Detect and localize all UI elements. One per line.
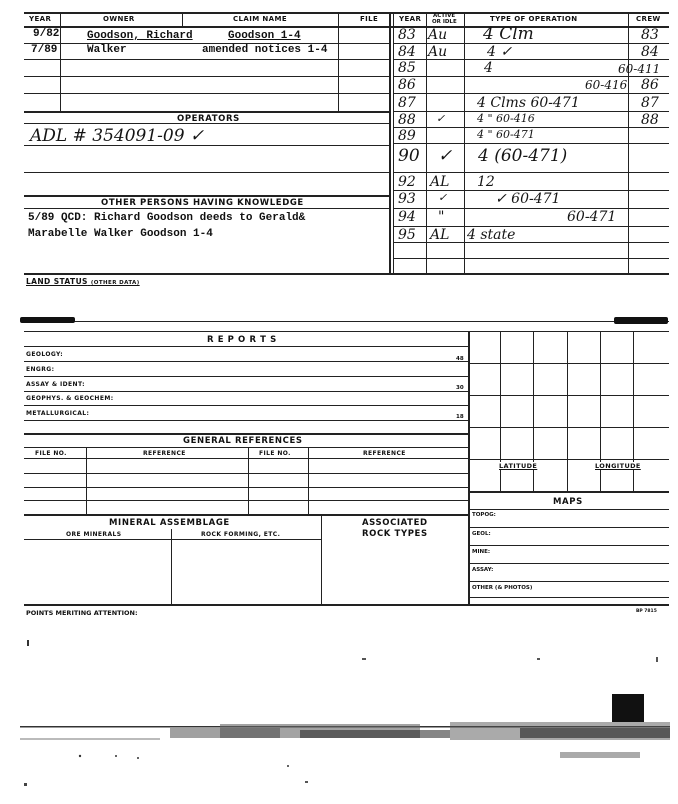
activity-operation: 4 (60-471) bbox=[478, 146, 568, 166]
activity-status: ✓ bbox=[438, 191, 448, 204]
rock-forming-label: ROCK FORMING, ETC. bbox=[201, 531, 281, 538]
activity-year: 88 bbox=[398, 112, 416, 128]
header-year: YEAR bbox=[29, 15, 52, 23]
map-geol: GEOL: bbox=[472, 531, 491, 537]
activity-status: AL bbox=[430, 174, 450, 190]
other-persons-text: Marabelle Walker Goodson 1-4 bbox=[28, 228, 213, 240]
associated-rock-label: ASSOCIATED bbox=[362, 518, 428, 528]
header-crew: CREW bbox=[636, 15, 661, 23]
activity-operation: 4 " 60-416 bbox=[477, 112, 535, 125]
activity-year: 83 bbox=[398, 27, 416, 43]
ore-minerals-label: ORE MINERALS bbox=[66, 531, 122, 538]
activity-status: ✓ bbox=[438, 146, 453, 166]
form-number: BP 7815 bbox=[636, 609, 657, 614]
map-assay: ASSAY: bbox=[472, 567, 494, 573]
header-file: FILE bbox=[360, 15, 379, 23]
scan-dot bbox=[24, 783, 27, 786]
header-year-2: YEAR bbox=[399, 15, 422, 23]
activity-operation: 4 " 60-471 bbox=[477, 128, 535, 141]
map-mine: MINE: bbox=[472, 549, 491, 555]
operator-entry: ADL # 354091-09 ✓ bbox=[30, 126, 205, 146]
activity-status: Au bbox=[428, 44, 448, 60]
report-ref-number: 48 bbox=[456, 356, 464, 362]
report-geophys: GEOPHYS. & GEOCHEM: bbox=[26, 395, 114, 402]
mineral-assemblage-title: MINERAL ASSEMBLAGE bbox=[109, 518, 230, 528]
report-assay: ASSAY & IDENT: bbox=[26, 381, 85, 388]
activity-status: AL bbox=[430, 227, 450, 243]
activity-operation: 4 Clm bbox=[483, 24, 534, 44]
reports-title: R E P O R T S bbox=[207, 335, 277, 345]
gr-col-file-no: FILE NO. bbox=[35, 450, 67, 457]
owner-claim: Goodson 1-4 bbox=[228, 30, 301, 42]
map-other: OTHER (& PHOTOS) bbox=[472, 585, 533, 591]
activity-year: 90 bbox=[398, 146, 420, 166]
activity-crew: 60-411 bbox=[618, 62, 661, 76]
activity-year: 87 bbox=[398, 95, 416, 111]
activity-year: 92 bbox=[398, 174, 416, 190]
activity-crew: 86 bbox=[641, 77, 659, 93]
scan-blotch bbox=[614, 317, 668, 324]
report-ref-number: 18 bbox=[456, 414, 464, 420]
latitude-label: LATITUDE bbox=[499, 462, 538, 470]
operators-label: OPERATORS bbox=[177, 114, 240, 124]
activity-crew: 88 bbox=[641, 112, 659, 128]
land-status-title: LAND STATUS bbox=[26, 277, 88, 286]
owner-name: Walker bbox=[87, 44, 127, 56]
associated-rock-label-2: ROCK TYPES bbox=[362, 529, 428, 539]
activity-crew: 83 bbox=[641, 27, 659, 43]
activity-year: 85 bbox=[398, 60, 416, 76]
owner-year: 9/82 bbox=[33, 28, 60, 40]
points-meriting-attention: POINTS MERITING ATTENTION: bbox=[26, 609, 138, 617]
report-ref-number: 30 bbox=[456, 385, 464, 391]
gr-col-file-no-2: FILE NO. bbox=[259, 450, 291, 457]
header-active: ACTIVE bbox=[433, 13, 456, 19]
activity-year: 93 bbox=[398, 191, 416, 207]
header-owner: OWNER bbox=[103, 15, 135, 23]
scan-dot bbox=[362, 658, 366, 660]
other-persons-label: OTHER PERSONS HAVING KNOWLEDGE bbox=[101, 198, 304, 208]
activity-status: " bbox=[438, 209, 445, 225]
activity-operation: 4 ✓ bbox=[487, 44, 513, 60]
land-status-label bbox=[26, 277, 140, 286]
scan-smear bbox=[20, 714, 670, 770]
activity-operation: 4 bbox=[484, 60, 493, 76]
gr-col-reference: REFERENCE bbox=[143, 450, 186, 457]
header-or-idle: OR IDLE bbox=[432, 19, 457, 25]
activity-year: 95 bbox=[398, 227, 416, 243]
header-claim-name: CLAIM NAME bbox=[233, 15, 288, 23]
header-type-of-operation: TYPE OF OPERATION bbox=[490, 15, 578, 23]
scan-dot bbox=[305, 781, 308, 783]
activity-crew: 84 bbox=[641, 44, 659, 60]
activity-crew: 87 bbox=[641, 95, 659, 111]
scan-dot bbox=[537, 658, 540, 660]
report-engrg: ENGRG: bbox=[26, 366, 55, 373]
activity-year: 89 bbox=[398, 128, 416, 144]
activity-operation: 60-471 bbox=[567, 209, 617, 225]
activity-operation: ✓ 60-471 bbox=[495, 191, 561, 207]
owner-year: 7/89 bbox=[31, 44, 58, 56]
general-references-title: GENERAL REFERENCES bbox=[183, 436, 303, 446]
activity-operation: 12 bbox=[477, 174, 495, 190]
activity-status: ✓ bbox=[436, 112, 446, 125]
gr-col-reference-2: REFERENCE bbox=[363, 450, 406, 457]
scan-blotch bbox=[20, 317, 75, 323]
activity-year: 84 bbox=[398, 44, 416, 60]
activity-operation: 60-416 bbox=[585, 78, 628, 92]
map-topog: TOPOG: bbox=[472, 512, 496, 518]
activity-operation: 4 Clms 60-471 bbox=[477, 95, 580, 111]
activity-year: 94 bbox=[398, 209, 416, 225]
activity-operation: 4 state bbox=[467, 227, 516, 243]
activity-status: Au bbox=[428, 27, 448, 43]
scan-dot bbox=[656, 657, 658, 662]
other-persons-text: 5/89 QCD: Richard Goodson deeds to Gerald& bbox=[28, 212, 306, 224]
longitude-label: LONGITUDE bbox=[595, 462, 641, 470]
report-metallurgical: METALLURGICAL: bbox=[26, 410, 90, 417]
owner-claim: amended notices 1-4 bbox=[202, 44, 328, 56]
land-status-sub: (OTHER DATA) bbox=[90, 280, 140, 286]
scan-dot bbox=[27, 640, 29, 646]
owner-name: Goodson, Richard bbox=[87, 30, 193, 42]
activity-year: 86 bbox=[398, 77, 416, 93]
maps-title: MAPS bbox=[553, 497, 583, 507]
report-geology: GEOLOGY: bbox=[26, 351, 64, 358]
